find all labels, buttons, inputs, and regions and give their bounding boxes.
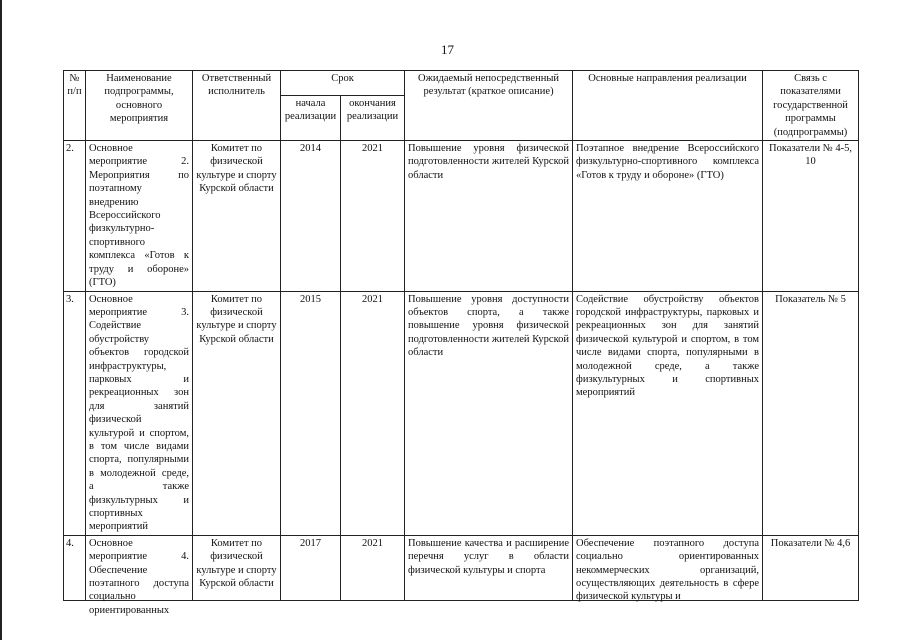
row-executor-text: Комитет по физической культуре и спорту Курской области xyxy=(196,537,277,590)
row-name: Основное мероприятие 2. Мероприятия по поэтапному внедрению Всероссийского физкультурно-спортивного комплекса «Готов к труду и обороне» (ГТО) xyxy=(86,141,193,291)
row-start-year-text: 2017 xyxy=(300,537,321,549)
col-header-name: Наименование подпрограммы, основного мероприятия xyxy=(86,71,193,141)
row-executor: Комитет по физической культуре и спорту Курской области xyxy=(193,291,281,535)
row-name-text: Основное мероприятие 4. Обеспечение поэтапного доступа социально ориентированных xyxy=(89,537,189,616)
row-name: Основное мероприятие 3. Содействие обустройству объектов городской инфраструктуры, парковых и рекреационных зон для занятий физической культурой и спортом, в том числе видами спорта, популярными в молодежной среде, а также физкультурных и спортивных мероприятий xyxy=(86,291,193,535)
row-directions xyxy=(573,535,763,603)
col-header-link: Связь с показателями государственной программы (подпрограммы) xyxy=(763,71,859,141)
table-row xyxy=(64,291,859,535)
row-end-year xyxy=(341,535,405,600)
row-start-year: 2014 xyxy=(281,141,341,291)
row-directions: Содействие обустройству объектов городской инфраструктуры, парковых и рекреационных зон для занятий физической культурой и спортом, в том числе видами спорта, популярными в молодежной среде, а также физкультурных и спортивных мероприятий xyxy=(573,291,763,535)
program-activities-table xyxy=(63,70,859,616)
col-header-term: Срок xyxy=(281,71,405,96)
row-link xyxy=(763,535,859,600)
row-executor: Комитет по физической культуре и спорту Курской области xyxy=(193,141,281,291)
row-result-text: Повышение качества и расширение перечня услуг в области физической культуры и спорта xyxy=(408,537,570,576)
row-link: Показатель № 5 xyxy=(763,291,859,535)
col-header-result: Ожидаемый непосредственный результат (краткое описание) xyxy=(405,71,573,141)
table-row xyxy=(64,535,859,600)
scan-left-edge xyxy=(0,0,2,640)
row-result: Повышение уровня физической подготовленности жителей Курской области xyxy=(405,141,573,291)
row-directions: Поэтапное внедрение Всероссийского физкультурно-спортивного комплекса «Готов к труду и обороне» (ГТО) xyxy=(573,141,763,291)
table-header-row xyxy=(64,71,859,96)
row-start-year: 2015 xyxy=(281,291,341,535)
row-num xyxy=(64,535,86,600)
row-link: Показатели № 4-5, 10 xyxy=(763,141,859,291)
row-executor xyxy=(193,535,281,600)
row-end-year-text: 2021 xyxy=(362,537,383,549)
row-num: 2. xyxy=(64,141,86,291)
col-header-end: окончания реализации xyxy=(341,95,405,140)
row-end-year: 2021 xyxy=(341,291,405,535)
row-end-year: 2021 xyxy=(341,141,405,291)
col-header-num: № п/п xyxy=(64,71,86,141)
row-result xyxy=(405,535,573,600)
row-num-text: 4. xyxy=(66,537,74,549)
row-num: 3. xyxy=(64,291,86,535)
row-directions-text: Обеспечение поэтапного доступа социально ориентированных некоммерческих организаций, осуществляющих деятельность в сфере физической культуры и xyxy=(576,537,760,603)
table-row xyxy=(64,141,859,291)
row-start-year xyxy=(281,535,341,600)
col-header-start: начала реализации xyxy=(281,95,341,140)
page-number: 17 xyxy=(441,42,454,57)
row-link-text: Показатели № 4,6 xyxy=(770,537,851,549)
col-header-directions: Основные направления реализации xyxy=(573,71,763,141)
row-result: Повышение уровня доступности объектов спорта, а также повышение уровня физической подготовленности жителей Курской области xyxy=(405,291,573,535)
row-name xyxy=(86,535,193,616)
col-header-executor: Ответственный исполнитель xyxy=(193,71,281,141)
